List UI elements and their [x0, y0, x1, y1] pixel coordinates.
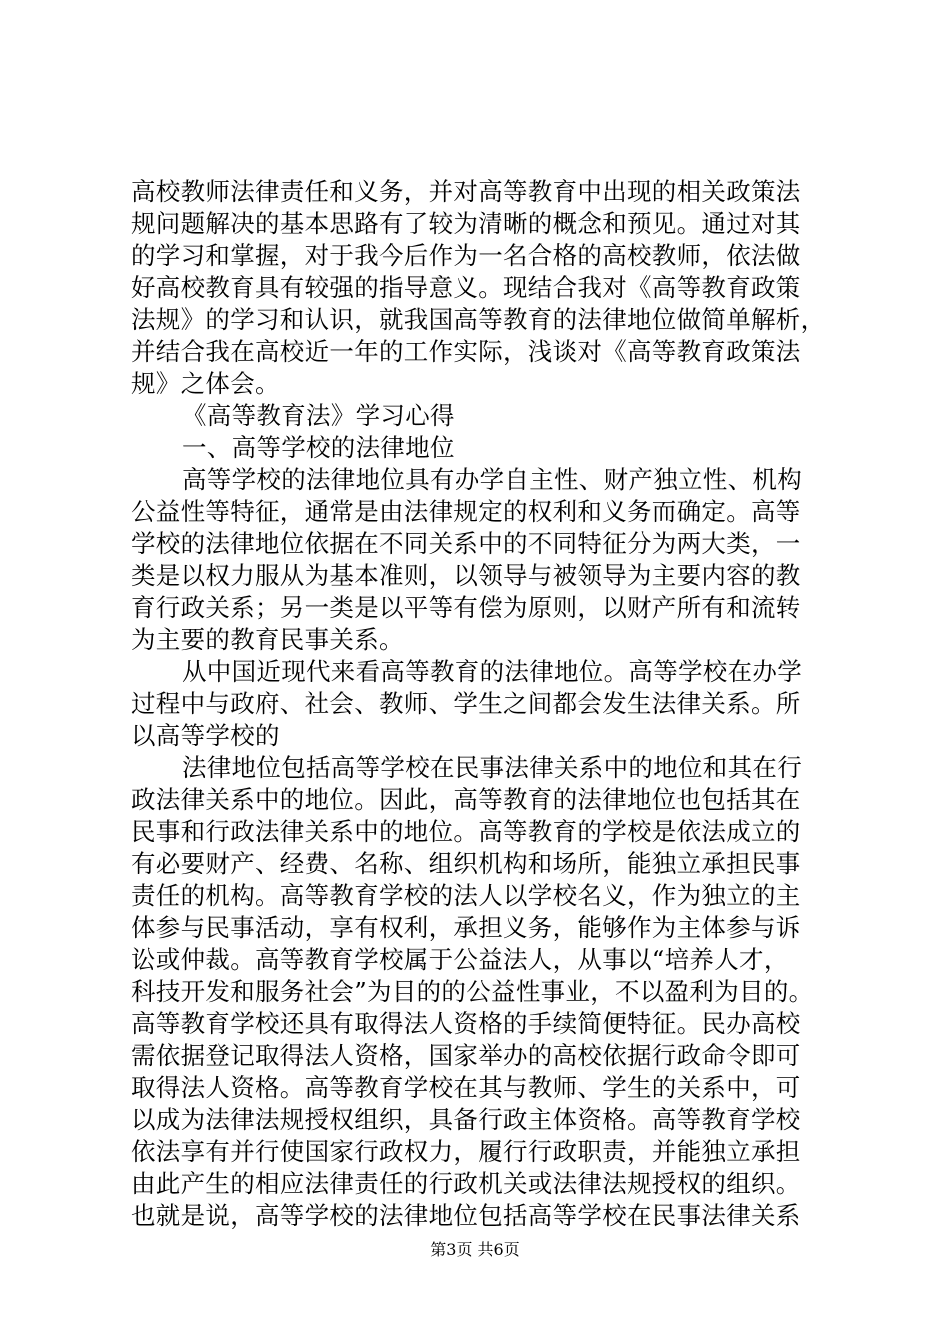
- text-line: 规》之体会。: [131, 369, 280, 398]
- text-line: 过程中与政府、社会、教师、学生之间都会发生法律关系。所: [131, 689, 801, 718]
- text-line: 公益性等特征，通常是由法律规定的权利和义务而确定。高等: [131, 497, 801, 526]
- text-line: 从中国近现代来看高等教育的法律地位。高等学校在办学: [182, 657, 802, 686]
- text-line: 以成为法律法规授权组织，具备行政主体资格。高等教育学校: [131, 1105, 801, 1134]
- text-line: 规问题解决的基本思路有了较为清晰的概念和预见。通过对其: [131, 209, 801, 238]
- text-line: 民事和行政法律关系中的地位。高等教育的学校是依法成立的: [131, 817, 801, 846]
- text-line: 高等学校的法律地位具有办学自主性、财产独立性、机构: [182, 465, 802, 494]
- text-line: 需依据登记取得法人资格，国家举办的高校依据行政命令即可: [131, 1041, 801, 1070]
- text-line: 高校教师法律责任和义务，并对高等教育中出现的相关政策法: [131, 177, 801, 206]
- text-line: 责任的机构。高等教育学校的法人以学校名义，作为独立的主: [131, 881, 801, 910]
- text-line: 取得法人资格。高等教育学校在其与教师、学生的关系中，可: [131, 1073, 801, 1102]
- page-footer: 第3页 共6页: [430, 1240, 520, 1259]
- text-line: 类是以权力服从为基本准则，以领导与被领导为主要内容的教: [131, 561, 801, 590]
- text-line: 体参与民事活动，享有权利，承担义务，能够作为主体参与诉: [131, 913, 801, 942]
- text-line: 也就是说，高等学校的法律地位包括高等学校在民事法律关系: [131, 1201, 801, 1230]
- text-line: 《高等教育法》学习心得: [182, 401, 455, 430]
- text-line: 科技开发和服务社会”为目的的公益性事业，不以盈利为目的。: [131, 977, 814, 1006]
- text-line: 法规》的学习和认识，就我国高等教育的法律地位做简单解析，: [131, 305, 826, 334]
- text-line: 依法享有并行使国家行政权力，履行行政职责，并能独立承担: [131, 1137, 801, 1166]
- text-line: 好高校教育具有较强的指导意义。现结合我对《高等教育政策: [131, 273, 801, 302]
- text-line: 高等教育学校还具有取得法人资格的手续简便特征。民办高校: [131, 1009, 801, 1038]
- text-line: 有必要财产、经费、名称、组织机构和场所，能独立承担民事: [131, 849, 801, 878]
- text-line: 育行政关系；另一类是以平等有偿为原则，以财产所有和流转: [131, 593, 801, 622]
- text-line: 为主要的教育民事关系。: [131, 625, 404, 654]
- text-line: 并结合我在高校近一年的工作实际，浅谈对《高等教育政策法: [131, 337, 801, 366]
- text-line: 的学习和掌握，对于我今后作为一名合格的高校教师，依法做: [131, 241, 801, 270]
- text-line: 讼或仲裁。高等教育学校属于公益法人，从事以“培养人才，: [131, 945, 789, 974]
- text-line: 学校的法律地位依据在不同关系中的不同特征分为两大类，一: [131, 529, 801, 558]
- body-text: [131, 176, 831, 1232]
- text-line: 政法律关系中的地位。因此，高等教育的法律地位也包括其在: [131, 785, 801, 814]
- text-line: 由此产生的相应法律责任的行政机关或法律法规授权的组织。: [131, 1169, 801, 1198]
- text-line: 以高等学校的: [131, 721, 280, 750]
- text-line: 一、高等学校的法律地位: [182, 433, 455, 462]
- text-line: 法律地位包括高等学校在民事法律关系中的地位和其在行: [182, 753, 802, 782]
